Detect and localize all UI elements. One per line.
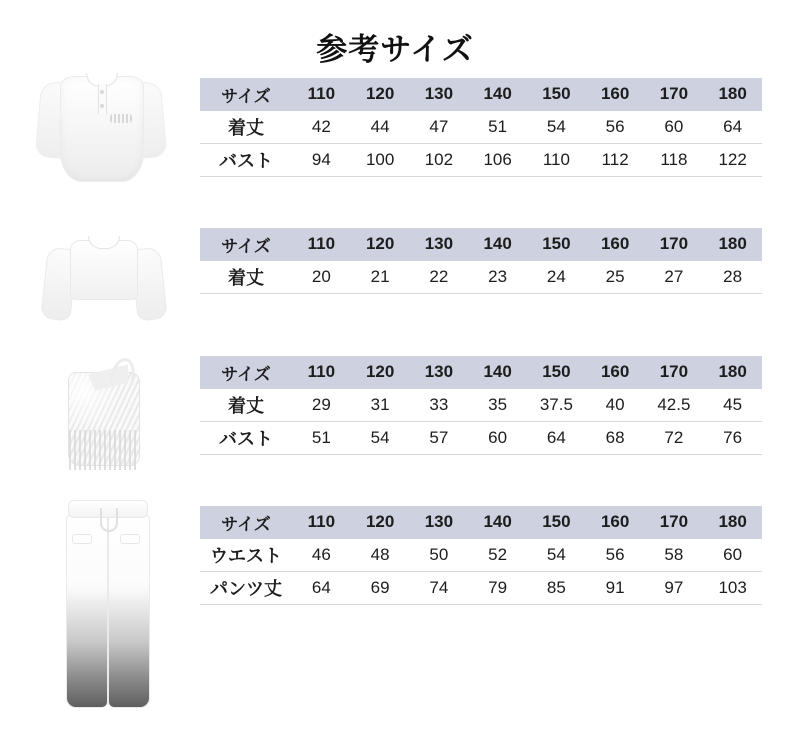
- cell: 76: [703, 422, 762, 455]
- row-label: 着丈: [200, 111, 292, 144]
- cell: 103: [703, 572, 762, 605]
- cell: 31: [351, 389, 410, 422]
- cell: 110: [292, 506, 351, 539]
- shoulder-strap: [110, 356, 139, 385]
- bolero-body: [70, 240, 138, 300]
- garment-image-bolero-shrug: [0, 228, 200, 352]
- cell: 60: [468, 422, 527, 455]
- table-row: [200, 572, 762, 605]
- table-row: [200, 144, 762, 177]
- row-label: サイズ: [200, 506, 292, 539]
- cell: 24: [527, 261, 586, 294]
- size-block-top: [0, 78, 790, 202]
- cell: 37.5: [527, 389, 586, 422]
- cell: 97: [645, 572, 704, 605]
- cell: 68: [586, 422, 645, 455]
- cell: 180: [703, 506, 762, 539]
- cell: 42.5: [645, 389, 704, 422]
- cell: 160: [586, 356, 645, 389]
- cell: 150: [527, 228, 586, 261]
- cell: 20: [292, 261, 351, 294]
- size-block-pants: [0, 506, 790, 630]
- cell: 150: [527, 78, 586, 111]
- cell: 150: [527, 506, 586, 539]
- cell: 25: [586, 261, 645, 294]
- cell: 69: [351, 572, 410, 605]
- cell: 180: [703, 356, 762, 389]
- henley-top-illustration: [36, 70, 166, 188]
- cell: 64: [527, 422, 586, 455]
- row-label: サイズ: [200, 78, 292, 111]
- cell: 64: [292, 572, 351, 605]
- table-row: [200, 539, 762, 572]
- table-row: [200, 111, 762, 144]
- cell: 112: [586, 144, 645, 177]
- size-block-bolero: [0, 228, 790, 352]
- cell: 110: [292, 356, 351, 389]
- garment-image-long-sleeve-henley-top: [0, 78, 200, 202]
- cell: 130: [410, 78, 469, 111]
- cell: 180: [703, 78, 762, 111]
- cell: 160: [586, 506, 645, 539]
- garment-image-sequin-camisole: [0, 356, 200, 480]
- cell: 72: [645, 422, 704, 455]
- cell: 140: [468, 228, 527, 261]
- table-row: [200, 228, 762, 261]
- cell: 54: [527, 539, 586, 572]
- cell: 140: [468, 506, 527, 539]
- pocket-left: [72, 534, 92, 544]
- cell: 23: [468, 261, 527, 294]
- cell: 51: [292, 422, 351, 455]
- cell: 44: [351, 111, 410, 144]
- size-table-pants: [200, 506, 762, 605]
- table-row: [200, 261, 762, 294]
- cell: 102: [410, 144, 469, 177]
- size-table-bolero: [200, 228, 762, 294]
- cell: 94: [292, 144, 351, 177]
- cell: 150: [527, 356, 586, 389]
- cell: 28: [703, 261, 762, 294]
- cell: 54: [351, 422, 410, 455]
- cell: 170: [645, 78, 704, 111]
- cell: 130: [410, 228, 469, 261]
- cell: 100: [351, 144, 410, 177]
- cell: 64: [703, 111, 762, 144]
- cell: 180: [703, 228, 762, 261]
- cell: 160: [586, 78, 645, 111]
- cell: 170: [645, 506, 704, 539]
- size-table-wrapper-bolero: [200, 228, 790, 294]
- drawstring: [100, 508, 118, 532]
- row-label: バスト: [200, 422, 292, 455]
- table-row: [200, 78, 762, 111]
- cell: 110: [527, 144, 586, 177]
- cell: 170: [645, 356, 704, 389]
- cell: 170: [645, 228, 704, 261]
- cell: 45: [703, 389, 762, 422]
- cell: 140: [468, 78, 527, 111]
- row-label: ウエスト: [200, 539, 292, 572]
- table-row: [200, 356, 762, 389]
- size-table-wrapper-camisole: [200, 356, 790, 455]
- cell: 40: [586, 389, 645, 422]
- cell: 22: [410, 261, 469, 294]
- cell: 130: [410, 506, 469, 539]
- cell: 58: [645, 539, 704, 572]
- pocket-right: [120, 534, 140, 544]
- size-table-wrapper-pants: [200, 506, 790, 605]
- garment-image-gradient-wide-leg-pants: [0, 506, 200, 630]
- cell: 48: [351, 539, 410, 572]
- cell: 106: [468, 144, 527, 177]
- size-table-top: [200, 78, 762, 177]
- cell: 85: [527, 572, 586, 605]
- cell: 91: [586, 572, 645, 605]
- cell: 130: [410, 356, 469, 389]
- cell: 57: [410, 422, 469, 455]
- pants-illustration: [48, 500, 168, 720]
- table-row: [200, 422, 762, 455]
- cell: 110: [292, 228, 351, 261]
- size-table-camisole: [200, 356, 762, 455]
- cell: 50: [410, 539, 469, 572]
- cell: 110: [292, 78, 351, 111]
- camisole-illustration: [52, 356, 162, 476]
- table-row: [200, 389, 762, 422]
- cell: 27: [645, 261, 704, 294]
- cell: 46: [292, 539, 351, 572]
- cell: 160: [586, 228, 645, 261]
- cell: 118: [645, 144, 704, 177]
- cell: 56: [586, 539, 645, 572]
- cell: 56: [586, 111, 645, 144]
- button-bottom: [100, 104, 104, 108]
- table-row: [200, 506, 762, 539]
- fringe-hem: [69, 430, 137, 470]
- placket: [98, 84, 107, 114]
- cell: 54: [527, 111, 586, 144]
- cell: 120: [351, 506, 410, 539]
- cell: 120: [351, 228, 410, 261]
- cell: 33: [410, 389, 469, 422]
- cell: 52: [468, 539, 527, 572]
- row-label: バスト: [200, 144, 292, 177]
- cell: 140: [468, 356, 527, 389]
- cell: 35: [468, 389, 527, 422]
- cell: 51: [468, 111, 527, 144]
- cell: 47: [410, 111, 469, 144]
- cell: 120: [351, 356, 410, 389]
- row-label: サイズ: [200, 356, 292, 389]
- cell: 122: [703, 144, 762, 177]
- button-top: [100, 90, 104, 94]
- cell: 79: [468, 572, 527, 605]
- chest-logo: [110, 114, 132, 123]
- cell: 21: [351, 261, 410, 294]
- cell: 60: [645, 111, 704, 144]
- cell: 29: [292, 389, 351, 422]
- row-label: サイズ: [200, 228, 292, 261]
- cell: 120: [351, 78, 410, 111]
- cell: 74: [410, 572, 469, 605]
- cell: 60: [703, 539, 762, 572]
- row-label: 着丈: [200, 389, 292, 422]
- row-label: パンツ丈: [200, 572, 292, 605]
- row-label: 着丈: [200, 261, 292, 294]
- size-block-camisole: [0, 356, 790, 480]
- size-table-wrapper-top: [200, 78, 790, 177]
- bolero-illustration: [44, 232, 164, 332]
- page-title: 参考サイズ: [316, 32, 474, 67]
- cell: 42: [292, 111, 351, 144]
